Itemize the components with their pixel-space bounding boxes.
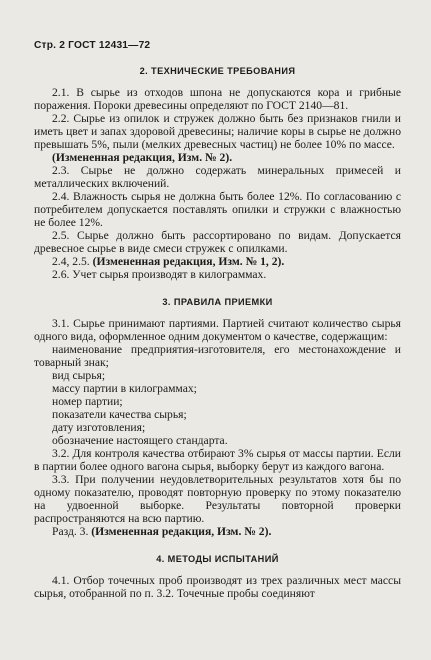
section-2-title: 2. ТЕХНИЧЕСКИЕ ТРЕБОВАНИЯ [139, 66, 296, 76]
paragraph-2-5: 2.5. Сырье должно быть рассортировано по видам. Допускается древесное сырье в виде смеси стружек с опилками. [34, 229, 401, 255]
paragraph-4-1: 4.1. Отбор точечных проб производят из трех различных мест массы сырья, отобранной по п. 3.2. Точечные пробы соединяют [34, 574, 401, 600]
amendment-note-2-2: (Измененная редакция, Изм. № 2). [52, 151, 233, 164]
list-item: номер партии; [52, 395, 123, 408]
paragraph-2-6: 2.6. Учет сырья производят в килограммах. [52, 268, 267, 281]
amendment-prefix: Разд. 3. [52, 525, 89, 538]
section-test-methods [34, 554, 401, 600]
page-content [34, 66, 401, 600]
list-item: наименование предприятия-изготовителя, его местонахождение и товарный знак; [34, 343, 401, 369]
amendment-prefix: 2.4, 2.5. [52, 255, 90, 268]
list-item: обозначение настоящего стандарта. [52, 434, 228, 447]
section-3-title: 3. ПРАВИЛА ПРИЕМКИ [162, 297, 273, 307]
section-4-title: 4. МЕТОДЫ ИСПЫТАНИЙ [156, 554, 279, 564]
paragraph-3-2: 3.2. Для контроля качества отбирают 3% сырья от массы партии. Если в партии более одного вагона сырья, выборку берут из каждого вагона. [34, 447, 401, 473]
paragraph-2-2: 2.2. Сырье из опилок и стружек должно быть без признаков гнили и иметь цвет и запах здоровой древесины; наличие коры в сырье не должно превышать 5%, пыли (мелких древесных частиц) не более 10% по массе. [34, 112, 401, 151]
section-acceptance-rules [34, 297, 401, 538]
amendment-line-2-4-2-5 [34, 255, 401, 268]
section-technical-requirements [34, 66, 401, 281]
amendment-line-section-3 [34, 525, 401, 538]
list-item: показатели качества сырья; [52, 408, 187, 421]
amendment-note: (Измененная редакция, Изм. № 1, 2). [92, 255, 285, 268]
page-header: Стр. 2 ГОСТ 12431—72 [34, 40, 151, 51]
paragraph-2-3: 2.3. Сырье не должно содержать минеральных примесей и металлических включений. [34, 164, 401, 190]
list-item: дату изготовления; [52, 421, 146, 434]
list-item: массу партии в килограммах; [52, 382, 197, 395]
list-item: вид сырья; [52, 369, 106, 382]
paragraph-2-4: 2.4. Влажность сырья не должна быть более 12%. По согласованию с потребителем допускается поставлять опилки и стружки с влажностью не более 12%. [34, 190, 401, 229]
paragraph-3-1: 3.1. Сырье принимают партиями. Партией считают количество сырья одного вида, оформленное одним документом о качестве, содержащим: [34, 317, 401, 343]
amendment-note: (Измененная редакция, Изм. № 2). [91, 525, 272, 538]
paragraph-2-1: 2.1. В сырье из отходов шпона не допускаются кора и грибные поражения. Пороки древесины определяют по ГОСТ 2140—81. [34, 86, 401, 112]
paragraph-3-3: 3.3. При получении неудовлетворительных результатов хотя бы по одному показателю, проводят повторную проверку по этому показателю на удвоенной выборке. Результаты повторной проверки распространяются на всю партию. [34, 473, 401, 525]
